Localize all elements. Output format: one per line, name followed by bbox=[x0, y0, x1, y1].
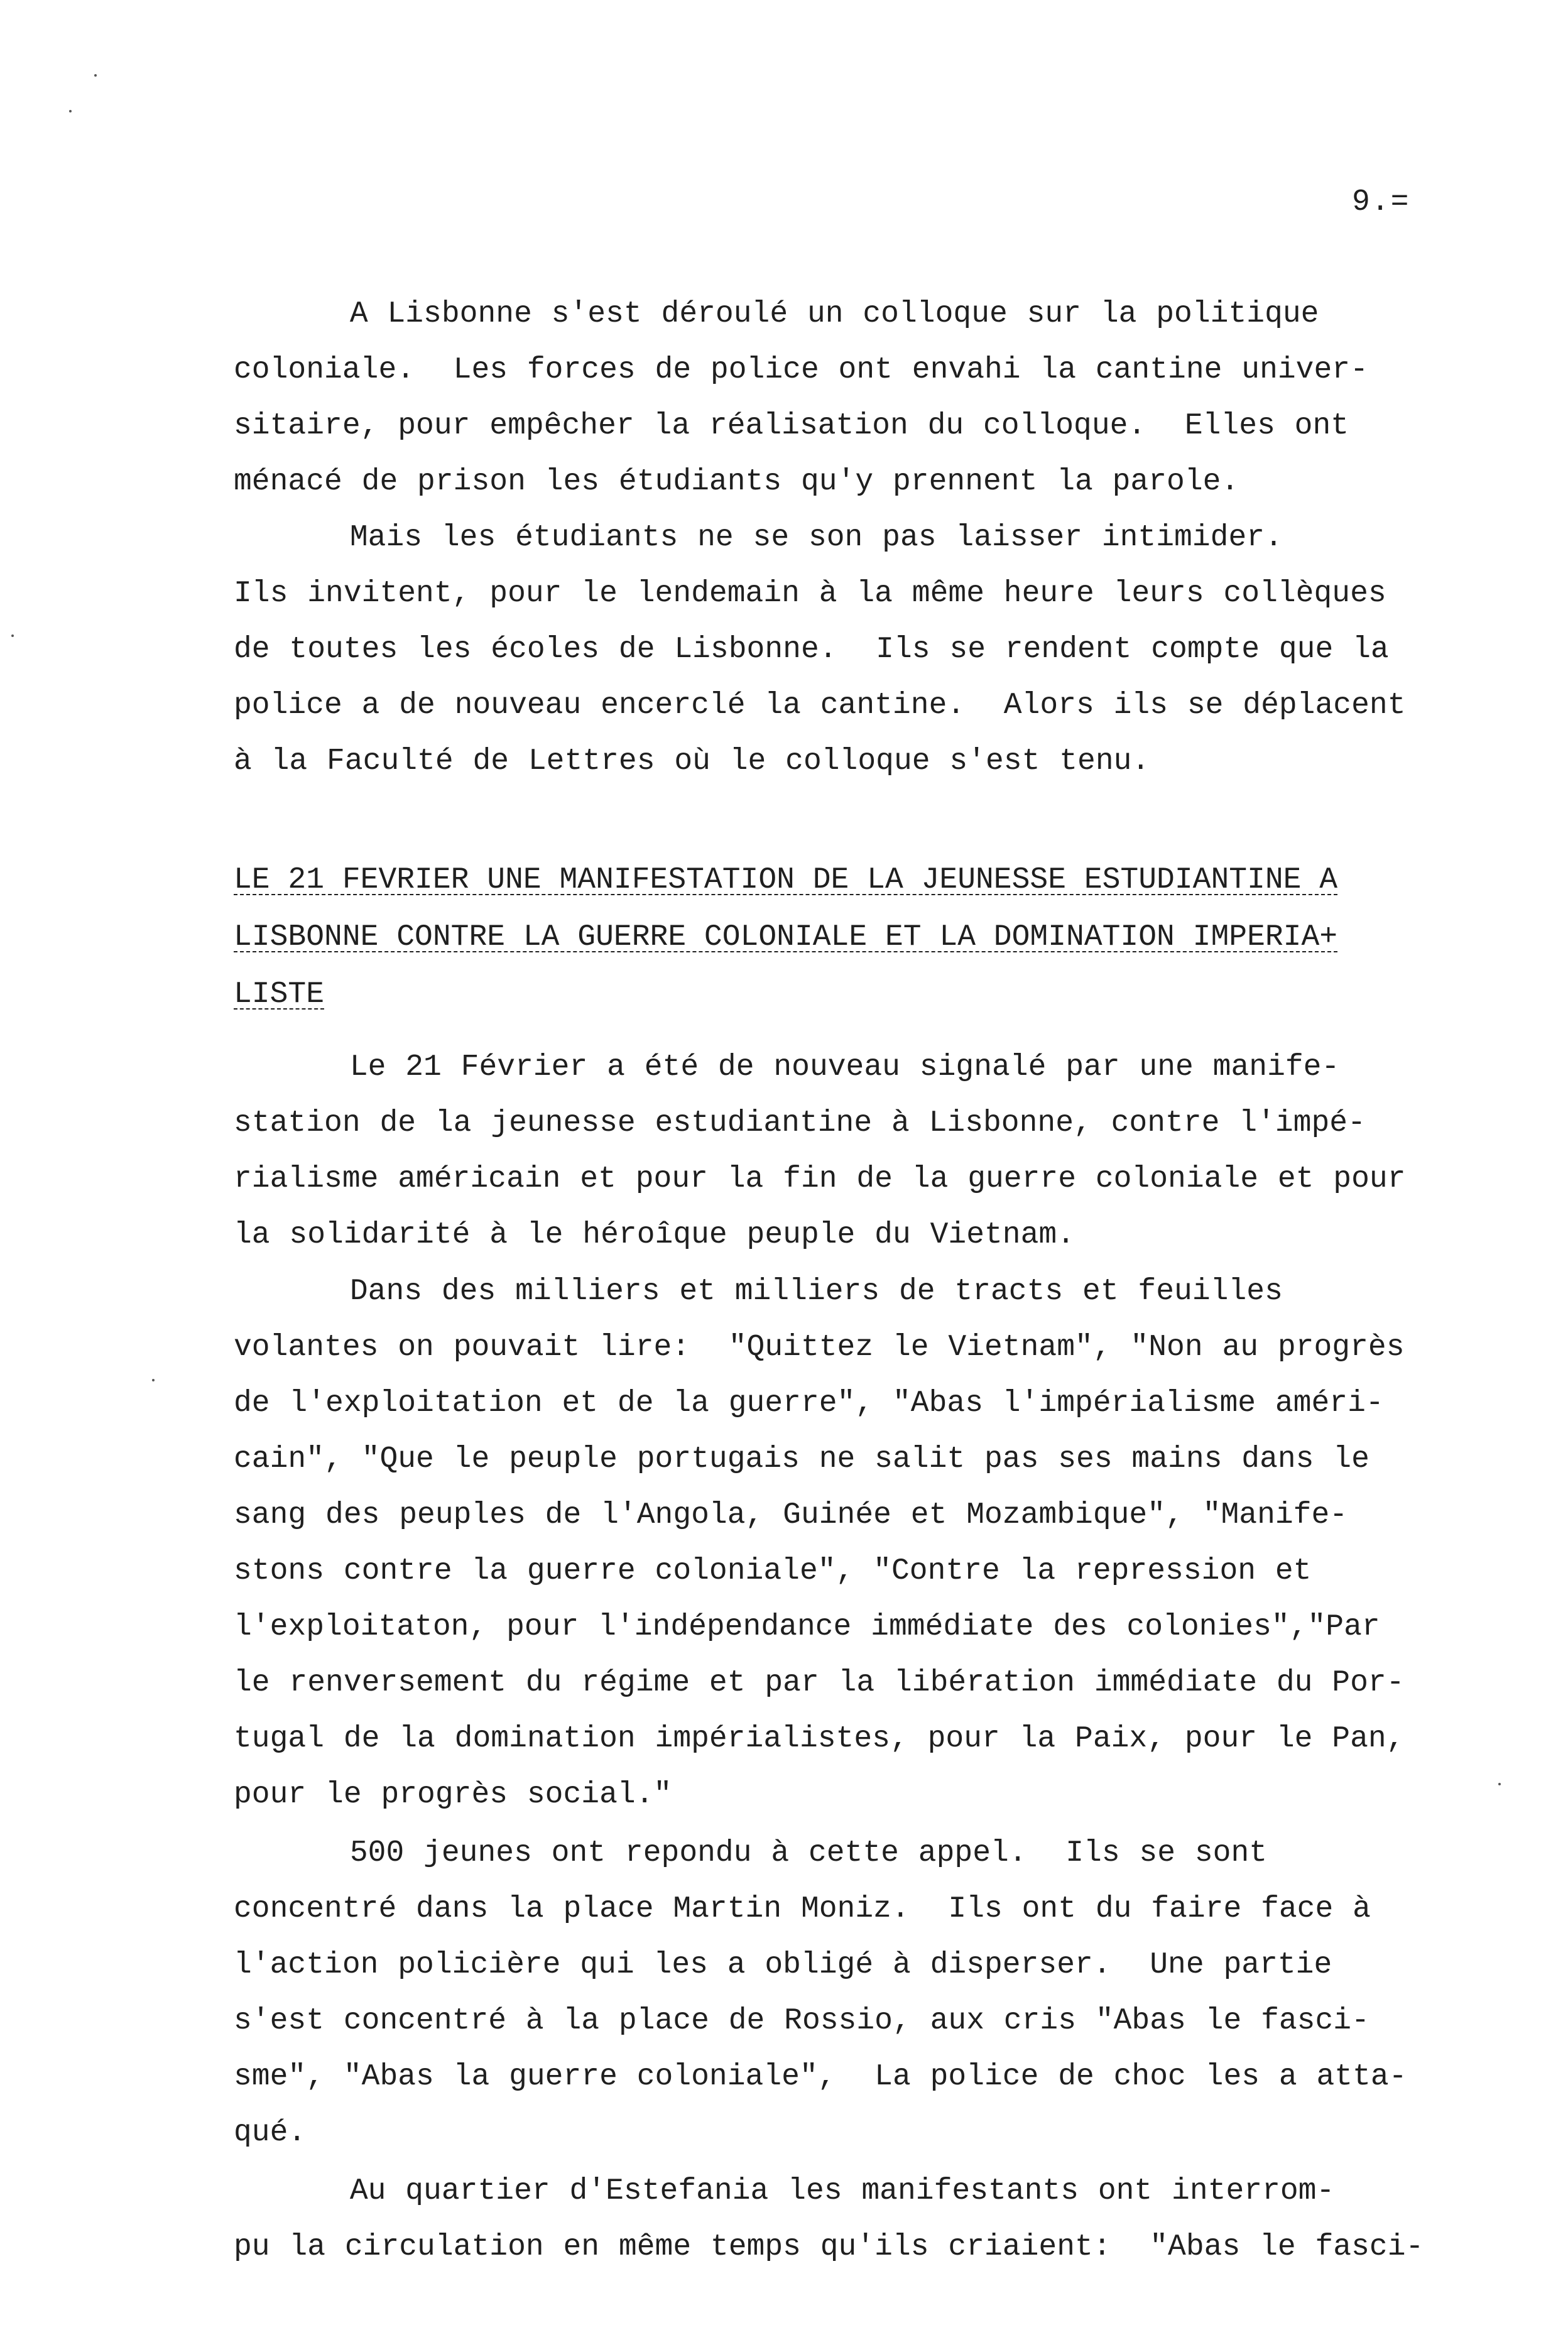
text-line: stons contre la guerre coloniale", "Contre la repression et bbox=[234, 1554, 1312, 1588]
text-line: Dans des milliers et milliers de tracts et feuilles bbox=[234, 1275, 1283, 1309]
text-line: Ils invitent, pour le lendemain à la même heure leurs collèques bbox=[234, 577, 1386, 611]
text-line: concentré dans la place Martin Moniz. Ils ont du faire face à bbox=[234, 1892, 1371, 1926]
text-line: cain", "Que le peuple portugais ne salit pas ses mains dans le bbox=[234, 1442, 1369, 1476]
text-line: de l'exploitation et de la guerre", "Abas l'impérialisme améri- bbox=[234, 1386, 1384, 1420]
text-line: à la Faculté de Lettres où le colloque s'est tenu. bbox=[234, 744, 1150, 778]
heading-line: LISBONNE CONTRE LA GUERRE COLONIALE ET LA DOMINATION IMPERIA+ bbox=[234, 920, 1338, 954]
scan-speck bbox=[69, 110, 72, 112]
heading-line: LE 21 FEVRIER UNE MANIFESTATION DE LA JEUNESSE ESTUDIANTINE A bbox=[234, 863, 1338, 897]
paragraph-5 bbox=[234, 1826, 1484, 2161]
scan-speck bbox=[11, 634, 14, 637]
text-line: sme", "Abas la guerre coloniale", La police de choc les a atta- bbox=[234, 2060, 1407, 2094]
text-line: police a de nouveau encerclé la cantine. Alors ils se déplacent bbox=[234, 689, 1406, 722]
paragraph-4 bbox=[234, 1264, 1484, 1823]
text-line: l'action policière qui les a obligé à disperser. Une partie bbox=[234, 1948, 1332, 1982]
text-line: le renversement du régime et par la libération immédiate du Por- bbox=[234, 1666, 1405, 1700]
text-line: pu la circulation en même temps qu'ils criaient: "Abas le fasci- bbox=[234, 2230, 1424, 2264]
scan-speck bbox=[94, 74, 97, 77]
text-line: la solidarité à le héroîque peuple du Vietnam. bbox=[234, 1218, 1075, 1252]
heading-line: LISTE bbox=[234, 977, 325, 1011]
section-heading bbox=[234, 852, 1484, 1023]
text-line: Au quartier d'Estefania les manifestants ont interrom- bbox=[234, 2174, 1335, 2208]
text-line: volantes on pouvait lire: "Quittez le Vietnam", "Non au progrès bbox=[234, 1331, 1405, 1364]
text-line: s'est concentré à la place de Rossio, aux cris "Abas le fasci- bbox=[234, 2004, 1369, 2038]
text-line: l'exploitaton, pour l'indépendance immédiate des colonies","Par bbox=[234, 1610, 1380, 1644]
text-line: 500 jeunes ont repondu à cette appel. Ils se sont bbox=[234, 1836, 1268, 1870]
text-line: pour le progrès social." bbox=[234, 1778, 672, 1812]
text-line: qué. bbox=[234, 2116, 307, 2150]
scan-speck bbox=[152, 1379, 155, 1381]
text-line: sitaire, pour empêcher la réalisation du colloque. Elles ont bbox=[234, 409, 1349, 443]
text-line: sang des peuples de l'Angola, Guinée et Mozambique", "Manife- bbox=[234, 1498, 1348, 1532]
scan-speck bbox=[1498, 1783, 1501, 1785]
text-line: ménacé de prison les étudiants qu'y prennent la parole. bbox=[234, 465, 1239, 499]
text-line: station de la jeunesse estudiantine à Lisbonne, contre l'impé- bbox=[234, 1106, 1366, 1140]
paragraph-2 bbox=[234, 510, 1484, 790]
text-line: de toutes les écoles de Lisbonne. Ils se rendent compte que la bbox=[234, 633, 1389, 667]
text-line: A Lisbonne s'est déroulé un colloque sur la politique bbox=[234, 297, 1319, 331]
paragraph-6 bbox=[234, 2164, 1484, 2275]
text-line: coloniale. Les forces de police ont envahi la cantine univer- bbox=[234, 353, 1368, 387]
paragraph-3 bbox=[234, 1040, 1484, 1263]
page-number: 9.= bbox=[1352, 185, 1410, 219]
text-line: Mais les étudiants ne se son pas laisser intimider. bbox=[234, 521, 1283, 555]
text-line: tugal de la domination impérialistes, pour la Paix, pour le Pan, bbox=[234, 1722, 1405, 1756]
text-line: Le 21 Février a été de nouveau signalé par une manife- bbox=[234, 1050, 1340, 1084]
text-line: rialisme américain et pour la fin de la guerre coloniale et pour bbox=[234, 1162, 1406, 1196]
paragraph-1 bbox=[234, 286, 1484, 510]
